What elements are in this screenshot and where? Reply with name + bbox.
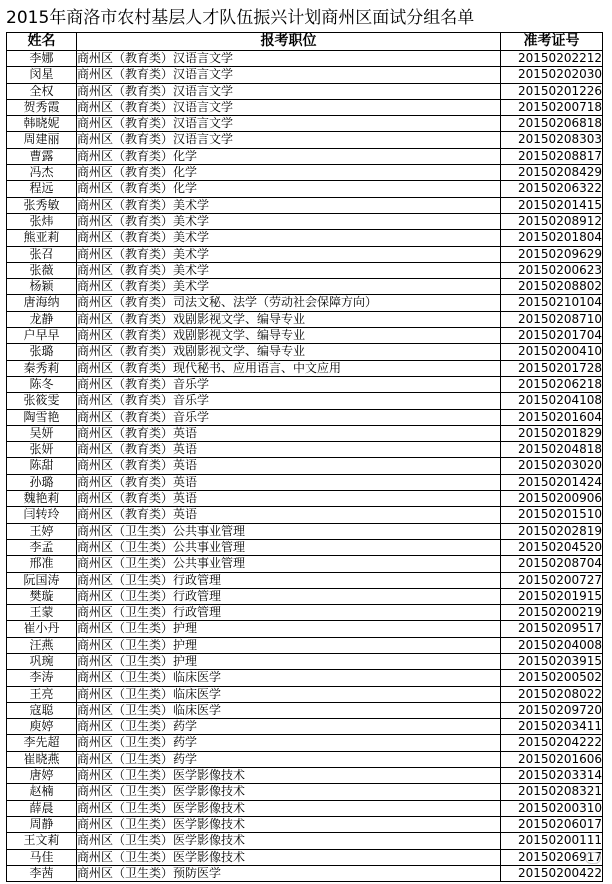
cell-id: 20150201804 — [501, 230, 603, 246]
cell-name: 樊璇 — [7, 588, 77, 604]
table-row — [7, 491, 603, 507]
cell-name: 马佳 — [7, 849, 77, 865]
cell-id: 20150200623 — [501, 262, 603, 278]
cell-id: 20150203020 — [501, 458, 603, 474]
cell-id: 20150208429 — [501, 165, 603, 181]
cell-name: 程远 — [7, 181, 77, 197]
cell-name: 陈冬 — [7, 376, 77, 392]
cell-id: 20150200422 — [501, 865, 603, 881]
table-row — [7, 605, 603, 621]
table-row — [7, 751, 603, 767]
cell-position: 商州区（教育类）英语 — [77, 507, 501, 523]
cell-name: 魏艳莉 — [7, 491, 77, 507]
cell-id: 20150208704 — [501, 556, 603, 572]
table-row — [7, 556, 603, 572]
cell-id: 20150208710 — [501, 311, 603, 327]
cell-position: 商州区（教育类）化学 — [77, 165, 501, 181]
table-row — [7, 116, 603, 132]
cell-position: 商州区（教育类）化学 — [77, 148, 501, 164]
table-row — [7, 458, 603, 474]
cell-position: 商州区（卫生类）临床医学 — [77, 702, 501, 718]
cell-name: 全权 — [7, 83, 77, 99]
table-row — [7, 768, 603, 784]
cell-position: 商州区（教育类）英语 — [77, 474, 501, 490]
cell-id: 20150208817 — [501, 148, 603, 164]
cell-name: 孙璐 — [7, 474, 77, 490]
cell-id: 20150201604 — [501, 409, 603, 425]
cell-name: 汪燕 — [7, 637, 77, 653]
cell-id: 20150204108 — [501, 393, 603, 409]
cell-position: 商州区（卫生类）行政管理 — [77, 588, 501, 604]
cell-position: 商州区（教育类）音乐学 — [77, 393, 501, 409]
cell-name: 陈甜 — [7, 458, 77, 474]
table-row — [7, 442, 603, 458]
table-row — [7, 246, 603, 262]
cell-id: 20150208022 — [501, 686, 603, 702]
cell-id: 20150201606 — [501, 751, 603, 767]
cell-id: 20150208912 — [501, 213, 603, 229]
cell-position: 商州区（卫生类）公共事业管理 — [77, 539, 501, 555]
cell-name: 王文莉 — [7, 833, 77, 849]
table-row — [7, 686, 603, 702]
table-row — [7, 344, 603, 360]
table-row — [7, 132, 603, 148]
cell-id: 20150206917 — [501, 849, 603, 865]
cell-id: 20150209517 — [501, 621, 603, 637]
cell-position: 商州区（教育类）美术学 — [77, 279, 501, 295]
table-row — [7, 572, 603, 588]
cell-name: 陶雪艳 — [7, 409, 77, 425]
header-id: 准考证号 — [501, 33, 603, 51]
cell-position: 商州区（教育类）汉语言文学 — [77, 132, 501, 148]
cell-position: 商州区（卫生类）临床医学 — [77, 670, 501, 686]
cell-position: 商州区（卫生类）药学 — [77, 735, 501, 751]
table-row — [7, 474, 603, 490]
cell-position: 商州区（卫生类）预防医学 — [77, 865, 501, 881]
cell-id: 20150202212 — [501, 51, 603, 67]
cell-name: 王亮 — [7, 686, 77, 702]
cell-position: 商州区（教育类）汉语言文学 — [77, 116, 501, 132]
table-row — [7, 816, 603, 832]
cell-name: 张召 — [7, 246, 77, 262]
roster-table — [6, 32, 603, 882]
cell-name: 崔小丹 — [7, 621, 77, 637]
cell-name: 张薇 — [7, 262, 77, 278]
cell-name: 崔晓燕 — [7, 751, 77, 767]
cell-position: 商州区（卫生类）医学影像技术 — [77, 768, 501, 784]
cell-name: 周静 — [7, 816, 77, 832]
cell-name: 唐海纳 — [7, 295, 77, 311]
watermark — [585, 852, 604, 864]
table-row — [7, 702, 603, 718]
cell-position: 商州区（卫生类）药学 — [77, 719, 501, 735]
cell-position: 商州区（卫生类）临床医学 — [77, 686, 501, 702]
cell-name: 巩琬 — [7, 653, 77, 669]
table-row — [7, 83, 603, 99]
cell-id: 20150206322 — [501, 181, 603, 197]
cell-position: 商州区（教育类）现代秘书、应用语言、中文应用 — [77, 360, 501, 376]
table-row — [7, 800, 603, 816]
cell-name: 户早早 — [7, 328, 77, 344]
cell-position: 商州区（教育类）美术学 — [77, 213, 501, 229]
cell-name: 李先超 — [7, 735, 77, 751]
cell-id: 20150203411 — [501, 719, 603, 735]
cell-id: 20150201829 — [501, 425, 603, 441]
cell-id: 20150201915 — [501, 588, 603, 604]
cell-id: 20150203915 — [501, 653, 603, 669]
cell-name: 熊亚莉 — [7, 230, 77, 246]
table-row — [7, 67, 603, 83]
cell-id: 20150201415 — [501, 197, 603, 213]
table-row — [7, 311, 603, 327]
cell-position: 商州区（教育类）音乐学 — [77, 409, 501, 425]
cell-position: 商州区（卫生类）公共事业管理 — [77, 523, 501, 539]
cell-position: 商州区（卫生类）公共事业管理 — [77, 556, 501, 572]
cell-position: 商州区（教育类）英语 — [77, 491, 501, 507]
table-row — [7, 51, 603, 67]
cell-position: 商州区（教育类）汉语言文学 — [77, 51, 501, 67]
table-row — [7, 360, 603, 376]
cell-position: 商州区（教育类）美术学 — [77, 262, 501, 278]
cell-position: 商州区（卫生类）医学影像技术 — [77, 784, 501, 800]
cell-id: 20150206818 — [501, 116, 603, 132]
cell-id: 20150200906 — [501, 491, 603, 507]
cell-position: 商州区（教育类）音乐学 — [77, 376, 501, 392]
cell-name: 邢准 — [7, 556, 77, 572]
cell-name: 庾婷 — [7, 719, 77, 735]
cell-position: 商州区（卫生类）行政管理 — [77, 605, 501, 621]
cell-position: 商州区（卫生类）护理 — [77, 637, 501, 653]
cell-id: 20150204520 — [501, 539, 603, 555]
cell-name: 龙静 — [7, 311, 77, 327]
cell-name: 秦秀莉 — [7, 360, 77, 376]
table-row — [7, 621, 603, 637]
cell-name: 贺秀霞 — [7, 99, 77, 115]
cell-position: 商州区（教育类）美术学 — [77, 246, 501, 262]
cell-position: 商州区（卫生类）行政管理 — [77, 572, 501, 588]
cell-name: 王蒙 — [7, 605, 77, 621]
table-row — [7, 99, 603, 115]
cell-position: 商州区（卫生类）护理 — [77, 621, 501, 637]
cell-id: 20150202030 — [501, 67, 603, 83]
cell-id: 20150206218 — [501, 376, 603, 392]
cell-position: 商州区（教育类）英语 — [77, 442, 501, 458]
cell-id: 20150208802 — [501, 279, 603, 295]
cell-name: 唐婷 — [7, 768, 77, 784]
cell-name: 李茜 — [7, 865, 77, 881]
cell-id: 20150204008 — [501, 637, 603, 653]
table-row — [7, 165, 603, 181]
cell-id: 20150201510 — [501, 507, 603, 523]
cell-id: 20150200310 — [501, 800, 603, 816]
table-row — [7, 588, 603, 604]
table-row — [7, 409, 603, 425]
cell-id: 20150209629 — [501, 246, 603, 262]
cell-name: 张妍 — [7, 442, 77, 458]
table-row — [7, 719, 603, 735]
table-row — [7, 637, 603, 653]
cell-name: 李涛 — [7, 670, 77, 686]
cell-name: 寇聪 — [7, 702, 77, 718]
table-row — [7, 653, 603, 669]
cell-name: 阮国涛 — [7, 572, 77, 588]
table-row — [7, 181, 603, 197]
table-row — [7, 295, 603, 311]
cell-position: 商州区（卫生类）医学影像技术 — [77, 849, 501, 865]
table-row — [7, 523, 603, 539]
cell-position: 商州区（教育类）化学 — [77, 181, 501, 197]
cell-position: 商州区（卫生类）医学影像技术 — [77, 800, 501, 816]
cell-position: 商州区（教育类）司法文秘、法学（劳动社会保障方向） — [77, 295, 501, 311]
cell-position: 商州区（卫生类）药学 — [77, 751, 501, 767]
cell-position: 商州区（教育类）英语 — [77, 425, 501, 441]
table-row — [7, 507, 603, 523]
table-row — [7, 393, 603, 409]
cell-position: 商州区（教育类）美术学 — [77, 197, 501, 213]
cell-position: 商州区（教育类）戏剧影视文学、编导专业 — [77, 311, 501, 327]
cell-id: 20150200502 — [501, 670, 603, 686]
table-row — [7, 328, 603, 344]
table-row — [7, 539, 603, 555]
table-row — [7, 833, 603, 849]
table-row — [7, 784, 603, 800]
cell-position: 商州区（教育类）汉语言文学 — [77, 99, 501, 115]
cell-name: 李娜 — [7, 51, 77, 67]
table-row — [7, 376, 603, 392]
cell-name: 李孟 — [7, 539, 77, 555]
table-row — [7, 230, 603, 246]
cell-position: 商州区（教育类）戏剧影视文学、编导专业 — [77, 328, 501, 344]
cell-position: 商州区（教育类）汉语言文学 — [77, 83, 501, 99]
cell-id: 20150200111 — [501, 833, 603, 849]
cell-name: 韩晓妮 — [7, 116, 77, 132]
cell-id: 20150200219 — [501, 605, 603, 621]
page-title: 2015年商洛市农村基层人才队伍振兴计划商州区面试分组名单 — [6, 8, 475, 28]
cell-name: 闫转玲 — [7, 507, 77, 523]
cell-name: 张炜 — [7, 213, 77, 229]
table-header-row — [7, 33, 603, 51]
table-row — [7, 670, 603, 686]
cell-position: 商州区（教育类）戏剧影视文学、编导专业 — [77, 344, 501, 360]
wechat-icon — [585, 852, 601, 864]
cell-id: 20150201728 — [501, 360, 603, 376]
cell-id: 20150204222 — [501, 735, 603, 751]
cell-id: 20150209720 — [501, 702, 603, 718]
table-row — [7, 425, 603, 441]
cell-name: 闵星 — [7, 67, 77, 83]
table-row — [7, 262, 603, 278]
cell-name: 张璐 — [7, 344, 77, 360]
cell-id: 20150208321 — [501, 784, 603, 800]
cell-id: 20150208303 — [501, 132, 603, 148]
cell-name: 张秀敏 — [7, 197, 77, 213]
cell-position: 商州区（教育类）美术学 — [77, 230, 501, 246]
cell-id: 20150201704 — [501, 328, 603, 344]
header-position: 报考职位 — [77, 33, 501, 51]
table-row — [7, 148, 603, 164]
cell-id: 20150206017 — [501, 816, 603, 832]
cell-id: 20150203314 — [501, 768, 603, 784]
cell-position: 商州区（卫生类）医学影像技术 — [77, 833, 501, 849]
cell-position: 商州区（教育类）汉语言文学 — [77, 67, 501, 83]
cell-name: 曹露 — [7, 148, 77, 164]
cell-name: 杨颖 — [7, 279, 77, 295]
cell-name: 吴妍 — [7, 425, 77, 441]
cell-id: 20150201424 — [501, 474, 603, 490]
header-name: 姓名 — [7, 33, 77, 51]
cell-id: 20150200727 — [501, 572, 603, 588]
cell-id: 20150202819 — [501, 523, 603, 539]
cell-name: 薛晨 — [7, 800, 77, 816]
cell-name: 周建丽 — [7, 132, 77, 148]
cell-name: 赵楠 — [7, 784, 77, 800]
table-row — [7, 213, 603, 229]
table-row — [7, 849, 603, 865]
cell-name: 王婷 — [7, 523, 77, 539]
table-row — [7, 865, 603, 881]
cell-id: 20150200718 — [501, 99, 603, 115]
table-row — [7, 279, 603, 295]
cell-id: 20150204818 — [501, 442, 603, 458]
cell-id: 20150210104 — [501, 295, 603, 311]
table-row — [7, 197, 603, 213]
cell-position: 商州区（卫生类）医学影像技术 — [77, 816, 501, 832]
table-row — [7, 735, 603, 751]
cell-id: 20150200410 — [501, 344, 603, 360]
cell-name: 冯杰 — [7, 165, 77, 181]
cell-position: 商州区（卫生类）护理 — [77, 653, 501, 669]
cell-id: 20150201226 — [501, 83, 603, 99]
cell-name: 张筱雯 — [7, 393, 77, 409]
cell-position: 商州区（教育类）英语 — [77, 458, 501, 474]
